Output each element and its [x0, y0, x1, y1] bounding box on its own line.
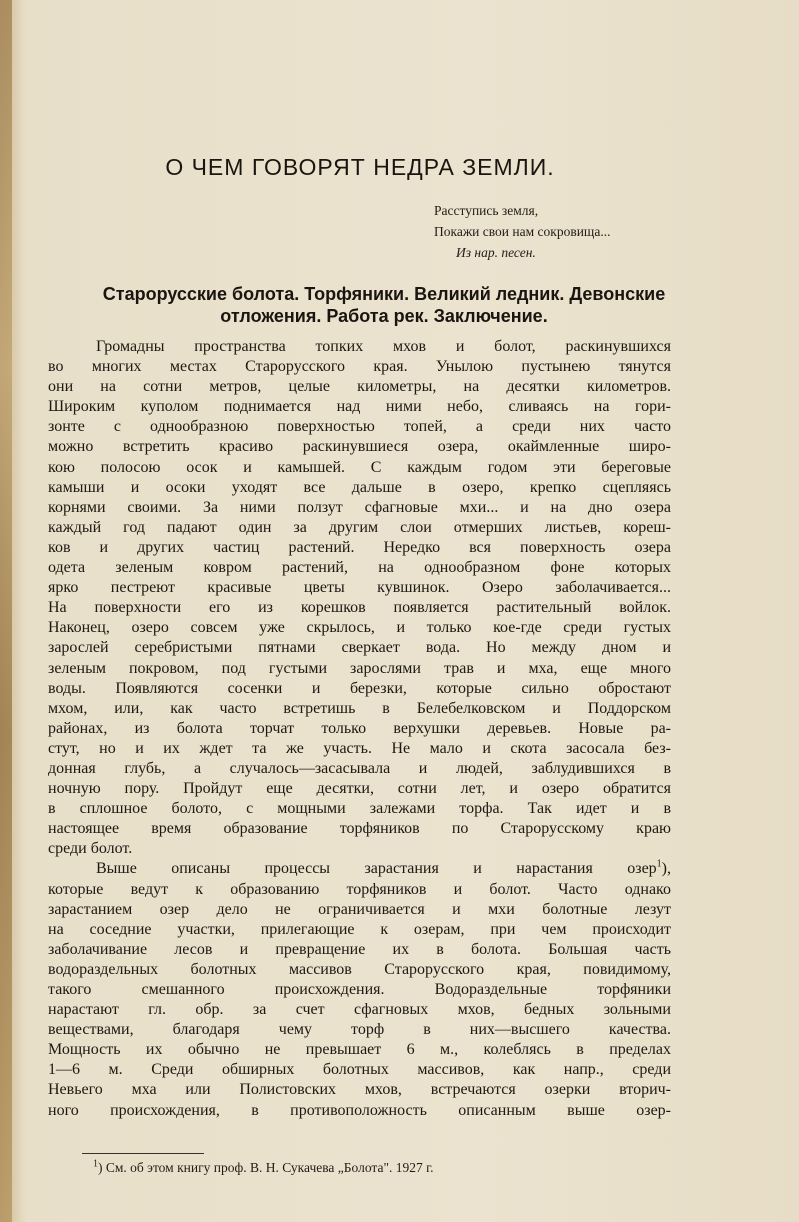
text-line: во многих местах Старорусского края. Унылою пустынею тянутся	[48, 358, 671, 376]
chapter-title: О ЧЕМ ГОВОРЯТ НЕДРА ЗЕМЛИ.	[165, 154, 555, 180]
text-line: ков и других частиц растений. Нередко вся поверхность озера	[48, 538, 671, 556]
paragraph-2	[48, 859, 671, 1120]
text-line	[48, 859, 671, 879]
text-line-content: ),	[661, 860, 671, 878]
text-line: мхом, или, как часто встретишь в Белебелковском и Поддорском	[48, 699, 671, 717]
text-line-content: Выше описаны процессы зарастания и нарастания озер	[96, 860, 657, 878]
text-line: стут, но и их ждет та же участь. Не мало и скота засосала без-	[48, 739, 671, 757]
footnote-ref: 1	[656, 859, 662, 871]
body-text	[48, 337, 671, 1121]
text-line: веществами, благодаря чему торф в них—высшего качества.	[48, 1021, 671, 1039]
subheading-line: отложения. Работа рек. Заключение.	[220, 306, 548, 326]
text-line: воды. Появляются сосенки и березки, которые сильно обростают	[48, 679, 671, 697]
text-line: можно встретить красиво раскинувшиеся озера, окаймленные широ-	[48, 438, 671, 456]
text-line: корнями своими. За ними ползут сфагновые мхи... и на дно озера	[48, 498, 671, 516]
text-line: в сплошное болото, с мощными залежами торфа. Так идет и в	[48, 800, 671, 818]
text-line: зеленым покровом, под густыми зарослями трав и мха, еще много	[48, 659, 671, 677]
epigraph-line: Покажи свои нам сокровища...	[434, 224, 611, 239]
text-line: такого смешанного происхождения. Водораздельные торфяники	[48, 981, 671, 998]
text-line: Невьего мха или Полистовских мхов, встречаются озерки вторич-	[48, 1081, 671, 1099]
text-line: на соседние участки, прилегающие к озерам, при чем происходит	[48, 920, 671, 938]
text-line: каждый год падают один за другим слои отмерших листьев, кореш-	[48, 518, 671, 536]
paragraph-1	[48, 337, 671, 859]
footnote-text: ) См. об этом книгу проф. В. Н. Сукачева „Болота". 1927 г.	[98, 1160, 434, 1175]
text-line: одета зеленым ковром растений, на однообразном фоне которых	[48, 559, 671, 577]
text-line: ярко пестреют красивые цветы кувшинок. Озеро заболачивается...	[48, 579, 671, 597]
text-line: кою полосою осок и камышей. С каждым годом эти береговые	[48, 458, 671, 476]
text-line: ного происхождения, в противоположность описанным выше озер-	[48, 1101, 671, 1119]
text-line: заболачивание лесов и превращение их в болота. Большая часть	[48, 940, 671, 958]
text-line: зарослей серебристыми пятнами сверкает вода. Но между дном и	[48, 639, 671, 657]
text-line: Громадны пространства топких мхов и болот, раскинувшихся	[96, 338, 671, 355]
book-spine-edge	[0, 0, 12, 1222]
footnote-divider	[82, 1153, 204, 1154]
text-line: нарастают гл. обр. за счет сфагновых мхов, бедных зольными	[48, 1001, 671, 1019]
text-line: они на сотни метров, целые километры, на десятки километров.	[48, 378, 671, 396]
text-line: 1—6 м. Среди обширных болотных массивов, как напр., среди	[48, 1061, 671, 1079]
text-line: которые ведут к образованию торфяников и болот. Часто однако	[48, 880, 671, 898]
footnote-marker: 1	[93, 1158, 98, 1170]
text-line: Мощность их обычно не превышает 6 м., колеблясь в пределах	[48, 1041, 671, 1059]
text-line: районах, из болота торчат только верхушки деревьев. Новые ра-	[48, 719, 671, 737]
text-line: Широким куполом поднимается над ними небо, сливаясь на гори-	[48, 398, 671, 416]
text-line: донная глубь, а случалось—засасывала и людей, заблудившихся в	[48, 759, 671, 777]
epigraph-line: Расступись земля,	[434, 203, 539, 218]
text-line: среди болот.	[48, 840, 133, 858]
epigraph	[434, 200, 694, 263]
epigraph-source: Из нар. песен.	[456, 245, 536, 260]
text-line: настоящее время образование торфяников по Старорусскому краю	[48, 820, 671, 838]
text-line: На поверхности его из корешков появляется растительный войлок.	[48, 599, 671, 617]
subheading-line: Старорусские болота. Торфяники. Великий ледник. Девонские	[102, 284, 666, 304]
text-line: ночную пору. Пройдут еще десятки, сотни лет, и озеро обратится	[48, 780, 671, 798]
text-line: водораздельных болотных массивов Старорусского края, повидимому,	[48, 960, 671, 978]
text-line: зонте с однообразною поверхностью топей, а среди них часто	[48, 418, 671, 436]
text-line: зарастанием озер дело не ограничивается и мхи болотные лезут	[48, 900, 671, 918]
text-line: камыши и осоки уходят все дальше в озеро, крепко сцепляясь	[48, 478, 671, 496]
text-line: Наконец, озеро совсем уже скрылось, и только кое-где среди густых	[48, 619, 671, 637]
chapter-subheading	[54, 283, 714, 327]
footnote	[93, 1160, 653, 1176]
